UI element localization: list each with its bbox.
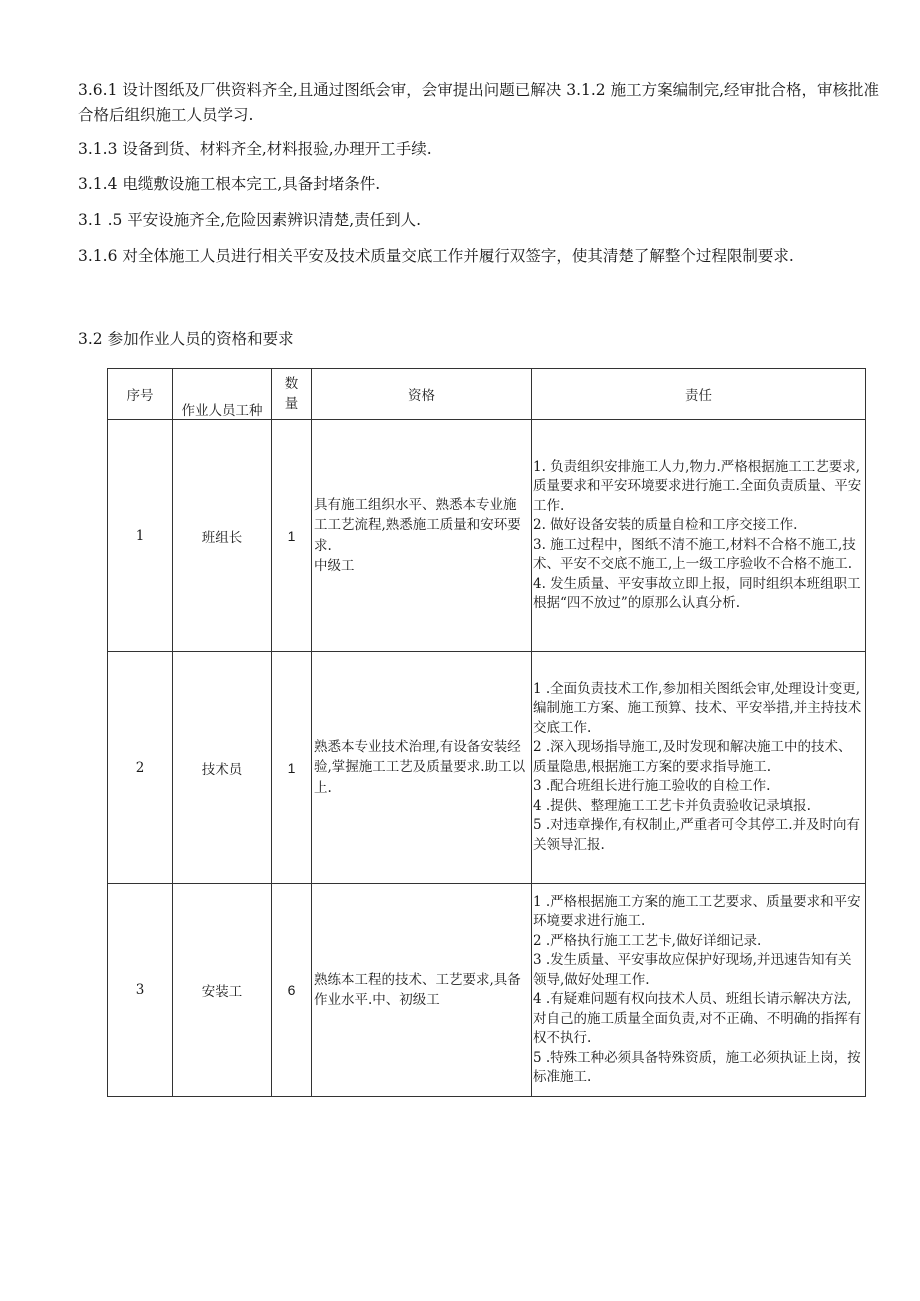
qualification-line: 中级工 [314,558,355,574]
paragraph-3-1-3: 3.1.3 设备到货、材料齐全,材料报验,办理开工手续. [78,140,432,158]
cell-worker-type: 技术员 [173,652,272,884]
cell-qualification [312,652,532,884]
qualification-line: 熟练本工程的技术、工艺要求,具备作业水平.中、初级工 [314,971,521,1008]
responsibility-item: 3. 施工过程中，图纸不清不施工,材料不合格不施工,技术、平安不交底不施工,上一级工序验收不合格不施工. [533,536,856,572]
cell-no: 1 [108,420,173,652]
personnel-table [107,368,866,1097]
responsibility-item: 4. 发生质量、平安事故立即上报，同时组织本班组职工根据“四不放过”的原那么认真分析. [533,575,861,611]
cell-qualification [312,420,532,652]
responsibility-item: 3 .发生质量、平安事故应保护好现场,并迅速告知有关领导,做好处理工作. [533,952,852,988]
header-qty [272,369,312,420]
responsibility-item: 2 .深入现场指导施工,及时发现和解决施工中的技术、质量隐患,根据施工方案的要求指导施工. [533,739,852,775]
paragraph-3-6-1: 3.6.1 设计图纸及厂供资料齐全,且通过图纸会审，会审提出问题已解决 3.1.2 施工方案编制完,经审批合格，审核批准合格后组织施工人员学习. [78,81,880,124]
header-no: 序号 [108,369,173,420]
cell-qty: 1 [272,420,312,652]
cell-worker-type: 班组长 [173,420,272,652]
responsibility-item: 1 .全面负责技术工作,参加相关图纸会审,处理设计变更,编制施工方案、施工预算、技术、平安举措,并主持技术交底工作. [533,680,862,736]
responsibility-item: 2 .严格执行施工工艺卡,做好详细记录. [533,932,762,949]
cell-qualification [312,884,532,1097]
responsibility-item: 4 .有疑难问题有权向技术人员、班组长请示解决方法,对自己的施工质量全面负责,对不正确、不明确的指挥有权不执行. [533,991,862,1046]
responsibility-item: 3 .配合班组长进行施工验收的自检工作. [533,778,771,795]
table-row [108,420,866,652]
responsibility-item: 4 .提供、整理施工工艺卡并负责验收记录填报. [533,797,811,814]
responsibility-item: 5 .对违章操作,有权制止,严重者可令其停工.并及时向有关领导汇报. [533,817,861,853]
paragraph-3-1-4: 3.1.4 电缆敷设施工根本完工,具备封堵条件. [78,175,381,193]
table-row [108,884,866,1097]
qualification-line: 具有施工组织水平、熟悉本专业施工工艺流程,熟悉施工质量和安环要求. [314,496,521,554]
responsibility-item: 5 .特殊工种必须具备特殊资质，施工必须执证上岗，按标准施工. [533,1049,861,1085]
cell-responsibility [532,652,866,884]
cell-qty: 6 [272,884,312,1097]
cell-responsibility [532,420,866,652]
header-qualification: 资格 [312,369,532,420]
responsibility-item: 2. 做好设备安装的质量自检和工序交接工作. [533,517,798,533]
cell-qty: 1 [272,652,312,884]
cell-no: 3 [108,884,173,1097]
section-heading-3-2: 3.2 参加作业人员的资格和要求 [78,330,294,348]
responsibility-item: 1. 负责组织安排施工人力,物力.严格根据施工工艺要求,质量要求和平安环境要求进行施工.全面负责质量、平安工作. [533,458,862,514]
header-responsibility: 责任 [532,369,866,420]
header-qty-line1: 数 [284,376,299,392]
paragraph-3-1-6: 3.1.6 对全体施工人员进行相关平安及技术质量交底工作并履行双签字，使其清楚了解整个过程限制要求. [78,247,794,265]
cell-responsibility [532,884,866,1097]
paragraph-3-1-5: 3.1 .5 平安设施齐全,危险因素辨识清楚,责任到人. [78,211,422,229]
header-worker-type: 作业人员工种 [173,369,272,420]
header-qty-line2: 量 [284,396,299,412]
table-header-row [108,369,866,420]
responsibility-item: 1 .严格根据施工方案的施工工艺要求、质量要求和平安环境要求进行施工. [533,893,861,929]
qualification-line: 熟悉本专业技术治理,有设备安装经验,掌握施工工艺及质量要求.助工以上. [314,738,526,796]
cell-worker-type: 安装工 [173,884,272,1097]
table-row [108,652,866,884]
cell-no: 2 [108,652,173,884]
